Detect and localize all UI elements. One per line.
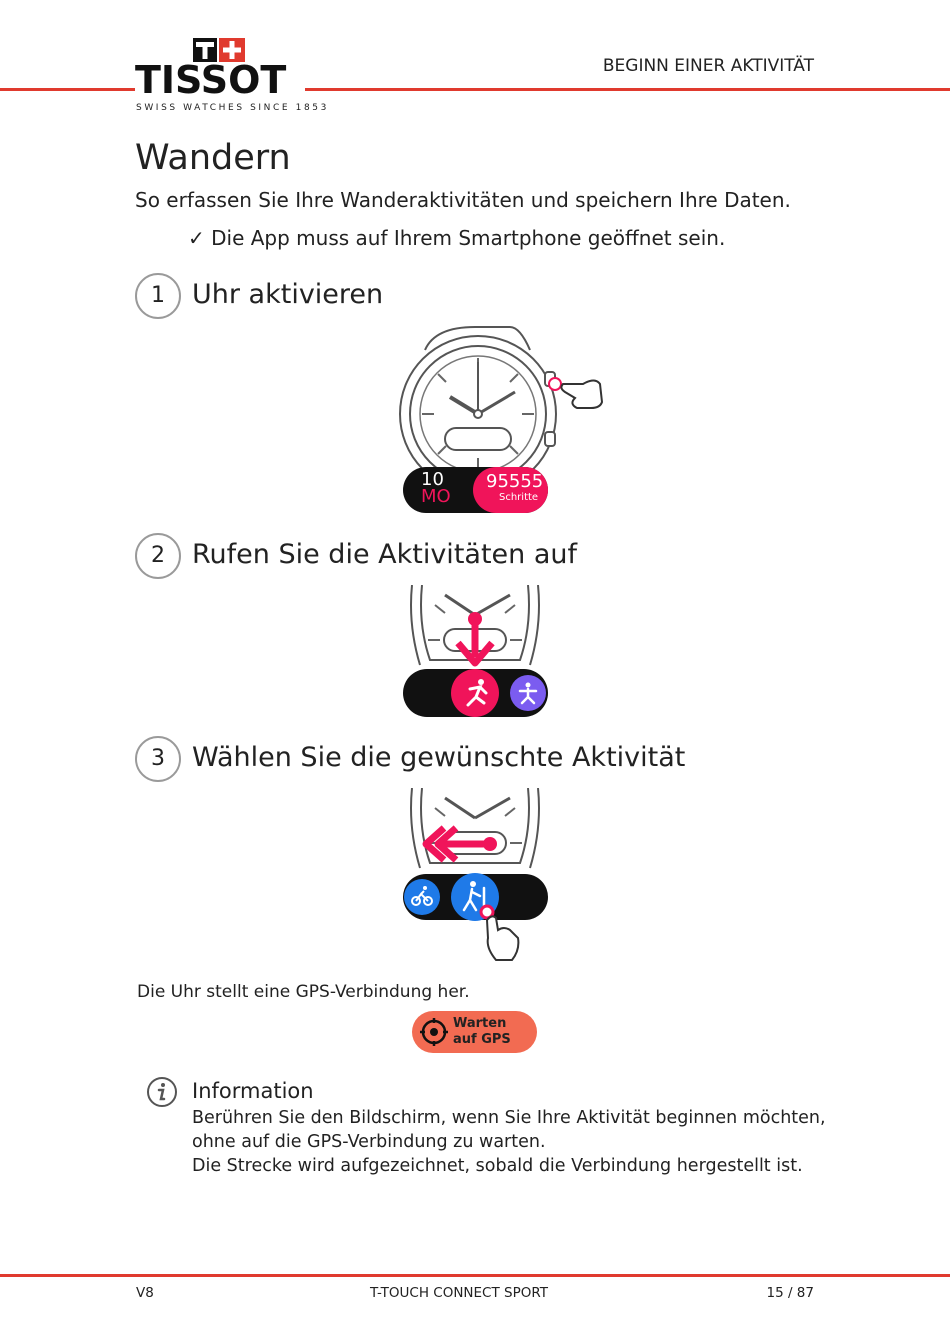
- tap-hand-icon: [561, 381, 602, 409]
- step-number: 2: [135, 533, 181, 579]
- header-rule-left: [0, 88, 135, 91]
- gps-badge-line2: auf GPS: [453, 1032, 511, 1047]
- gps-badge-text: [453, 1016, 511, 1048]
- step-label: Rufen Sie die Aktivitäten auf: [192, 539, 578, 570]
- brand-tagline: SWISS WATCHES SINCE 1853: [136, 103, 329, 113]
- footer-rule: [0, 1274, 950, 1277]
- gps-target-icon: [420, 1018, 448, 1046]
- step-label: Uhr aktivieren: [192, 279, 384, 310]
- cycling-icon: [404, 879, 440, 915]
- yoga-icon: [510, 675, 546, 711]
- step-label: Wählen Sie die gewünschte Aktivität: [192, 742, 686, 773]
- gps-badge-line1: Warten: [453, 1016, 507, 1031]
- step-number: 1: [135, 273, 181, 319]
- brand-logo: TISSOT: [135, 58, 287, 102]
- info-line: Berühren Sie den Bildschirm, wenn Sie Ihre Aktivität beginnen möchten,: [192, 1108, 826, 1128]
- watch-day: 10: [421, 469, 444, 490]
- watch-illustration-select: [400, 788, 550, 963]
- info-line: ohne auf die GPS-Verbindung zu warten.: [192, 1132, 546, 1152]
- gps-description: Die Uhr stellt eine GPS-Verbindung her.: [137, 982, 470, 1002]
- requirement-text: ✓ Die App muss auf Ihrem Smartphone geöffnet sein.: [188, 226, 726, 250]
- watch-steps-label: Schritte: [499, 492, 539, 503]
- footer-product: T-TOUCH CONNECT SPORT: [370, 1285, 548, 1301]
- tap-hand-icon: [487, 916, 518, 960]
- gps-status-badge: [412, 1011, 537, 1053]
- watch-steps-value: 95555: [486, 471, 544, 492]
- page-title: Wandern: [135, 138, 291, 178]
- info-icon: [146, 1076, 178, 1108]
- header-rule-right: [305, 88, 950, 91]
- section-heading: BEGINN EINER AKTIVITÄT: [602, 56, 814, 76]
- footer-version: V8: [136, 1285, 154, 1301]
- running-icon: [451, 669, 499, 717]
- footer-page-number: 15 / 87: [766, 1285, 814, 1301]
- info-line: Die Strecke wird aufgezeichnet, sobald die Verbindung hergestellt ist.: [192, 1156, 803, 1176]
- watch-weekday: MO: [421, 486, 451, 507]
- info-title: Information: [192, 1079, 314, 1103]
- intro-text: So erfassen Sie Ihre Wanderaktivitäten und speichern Ihre Daten.: [135, 188, 791, 212]
- watch-illustration-activities: [400, 585, 550, 720]
- step-number: 3: [135, 736, 181, 782]
